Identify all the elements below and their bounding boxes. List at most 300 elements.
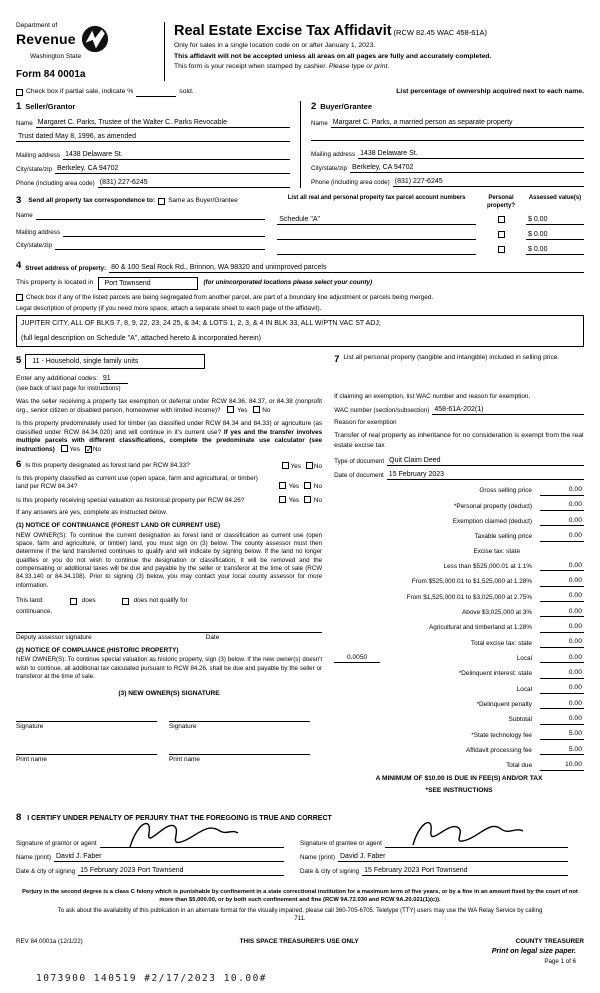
perjury-statement: Perjury in the second degree is a class C felony which is punishable by confinement in a state correctional institution for a maximum term of five years, or by a fine in an amount fixed by the court of not more than $5,000.00, or by both such confinement and fine (RCW 9A.72.030 and RCW 9A.20.021(1)(c)). [22, 888, 578, 904]
form-number: Form 84 0001a [16, 69, 86, 81]
fee-value-field[interactable]: 0.00 [540, 715, 584, 725]
reason-for-exemption-field[interactable]: Transfer of real property as inheritance for no consideration is exempt from the real estate excise tax [334, 431, 584, 450]
legal-description-label: Legal description of property (if you need more space, attach a separate sheet to each page of the affidavit). [16, 305, 322, 313]
seller-name-row-2 [16, 132, 290, 142]
grantor-date-field[interactable]: 15 February 2023 Port Townsend [78, 866, 284, 876]
if-yes-note: If any answers are yes, complete as instructed below. [16, 509, 168, 516]
excise-tax-state-header: Excise tax: state [473, 547, 520, 555]
header-note-1: Only for sales in a single location code on or after January 1, 2023. [174, 42, 376, 50]
fee-row [334, 517, 584, 527]
fee-value-field[interactable]: 0.00 [540, 623, 584, 633]
buyer-mailing-field[interactable]: 1438 Delaware St. [358, 149, 584, 159]
timber-question-text: Is this property predominately used for timber (as classified under RCW 84.34 and 84.33) or agriculture (as classified under RCW 84.34.020) and will continue in it's current use? [16, 420, 323, 436]
header-note-3-text: This form is your receipt when stamped by cashier. [174, 63, 329, 70]
fee-row [334, 730, 584, 740]
assessed-value-field[interactable]: $ 0.00 [526, 230, 584, 240]
additional-codes-label: Enter any additional codes: [16, 374, 98, 382]
parcel-number-field[interactable]: Schedule "A" [277, 215, 476, 225]
fee-row [334, 562, 584, 572]
title-block [164, 22, 584, 81]
fee-prefix [334, 732, 380, 740]
same-as-buyer-checkbox[interactable] [158, 198, 165, 205]
parties-section [16, 101, 584, 188]
fee-label: Local [516, 655, 532, 663]
timber-no-checkbox[interactable]: ✓ [85, 445, 93, 455]
seller-section [16, 101, 300, 188]
fee-value-field[interactable]: 0.00 [540, 517, 584, 527]
personal-property-cell [476, 246, 526, 255]
fee-label: Total excise tax: state [470, 639, 532, 647]
signature-label-1: Signature [16, 723, 44, 731]
legal-description-field[interactable] [16, 315, 584, 347]
current-use-yes-checkbox[interactable] [279, 482, 286, 489]
assessed-value-field[interactable]: $ 0.00 [526, 245, 584, 255]
fee-value-field[interactable]: 0.00 [540, 638, 584, 648]
fee-row [334, 654, 584, 664]
parcel-row [277, 230, 584, 240]
document-date-field[interactable]: 15 February 2023 [387, 470, 584, 480]
fee-prefix [334, 488, 380, 496]
notice-continuance-body: NEW OWNER(S): To continue the current designation as forest land or classification as current use (open space, farm and agriculture, or timber) land, you must sign on (3) below. The county assessor must then determine if the land transferred continues to qualify and will indicate by signing below. If the land no longer qualifies or you do not wish to continue the designation or classification, it will be removed and the compensating or additional taxes will be due and payable by the seller or transferor at the time of sale (RCW 84.33.140 or 84.34.108). Prior to signing (3) below, you may contact your local county assessor for more information. [16, 531, 323, 589]
fee-row [334, 761, 584, 771]
fee-label: Exemption claimed (deduct) [452, 518, 532, 526]
fee-label: Taxable selling price [474, 533, 532, 541]
timber-answer-group [56, 446, 101, 453]
does-not-label: does not qualify for [133, 597, 188, 605]
see-instructions-note: *SEE INSTRUCTIONS [425, 787, 493, 795]
seller-city-row [16, 164, 290, 174]
buyer-phone-label: Phone (including area code) [311, 178, 390, 186]
historic-answer-group [274, 496, 322, 505]
ownership-percentage-note: List percentage of ownership acquired next to each name. [396, 88, 584, 96]
located-row [16, 277, 584, 290]
deputy-assessor-label: Deputy assessor signature [16, 633, 92, 641]
segregated-row [16, 294, 584, 302]
historic-no-label: No [313, 496, 323, 504]
new-owner-print-cell-2 [169, 745, 322, 764]
fee-label: Total due [506, 762, 532, 770]
partial-sale-label: Check box if partial sale, indicate % [26, 88, 134, 96]
exemption-answer-group [222, 407, 270, 414]
additional-codes-field[interactable]: 91 [100, 374, 128, 384]
rev-number: REV 84 0001a (12/1/22) [16, 937, 83, 945]
price-rows [334, 486, 584, 542]
section-3-number: 3 [16, 195, 22, 207]
notice-continuance-title: (1) NOTICE OF CONTINUANCE (FOREST LAND OR CURRENT USE) [16, 522, 221, 530]
partial-sale-checkbox[interactable] [16, 89, 23, 96]
correspondence-city-row [16, 241, 265, 250]
buyer-title: Buyer/Grantee [320, 102, 372, 112]
new-owner-signature-title: (3) NEW OWNER(S) SIGNATURE [118, 689, 220, 697]
certification-section [16, 812, 584, 876]
personal-property-cell [476, 231, 526, 240]
document-date-label: Date of document [334, 472, 384, 480]
header-note-2: This affidavit will not be accepted unless all areas on all pages are fully and accurately completed. [174, 52, 492, 60]
new-owner-print-field-2[interactable] [169, 745, 310, 755]
fee-row [334, 532, 584, 542]
timber-question-bold: If yes and the transfer involves multiple parcels with different classifications, complete the predominate use calculator (see instructions) [16, 428, 323, 454]
correspondence-send-label: Send all property tax correspondence to: [28, 197, 156, 205]
print-name-label-1: Print name [16, 756, 47, 764]
exemption-no-label: No [262, 407, 271, 415]
buyer-phone-row [311, 177, 584, 187]
page-number: Page 1 of 6 [544, 957, 576, 965]
seller-city-field[interactable]: Berkeley, CA 94702 [55, 164, 290, 174]
fee-prefix [334, 609, 380, 617]
personal-property-intro: List all personal property (tangible and intangible) included in selling price. [343, 354, 560, 362]
alternate-format-note: To ask about the availability of this publication in an alternate format for the visually impaired, please call 360-705-6705. Teletype (TTY) users may use the WA Relay Service by calling 711. [57, 908, 543, 922]
new-owner-signature-field-2[interactable] [169, 712, 310, 722]
seller-phone-label: Phone (including area code) [16, 179, 95, 187]
forest-yes-label: Yes [290, 462, 301, 470]
fee-label: Gross selling price [479, 487, 532, 495]
buyer-name-row [311, 118, 584, 128]
fee-value-field[interactable]: 0.00 [540, 577, 584, 587]
fee-label: Local [516, 685, 532, 693]
forest-land-answer-group [277, 462, 322, 471]
personal-property-column-header: Personal property? [486, 195, 515, 209]
parcel-row [277, 215, 584, 225]
exemption-question-text: Was the seller receiving a property tax exemption or deferral under RCW 84.36, 84.37, or 84.38 (nonprofit org., senior citizen or disabled person, homeowner with limited income)? [16, 397, 323, 415]
cashier-stamp: 1073900 140519 #2/17/2023 10.00# [36, 972, 268, 984]
fee-prefix: 0.0050 [334, 654, 380, 664]
grantor-signature-field[interactable] [100, 839, 284, 848]
deputy-assessor-signature-field[interactable] [16, 632, 322, 633]
seller-mailing-field[interactable]: 1438 Delaware St. [63, 150, 290, 160]
partial-sale-row [16, 88, 584, 97]
additional-codes-row [16, 374, 322, 384]
fee-label: From $525,000.01 to $1,525,000 at 1.28% [411, 578, 532, 586]
street-address-field[interactable]: 80 & 100 Seal Rock Rd., Brinnon, WA 98320 and unimproved parcels [109, 263, 584, 273]
fee-prefix [334, 701, 380, 709]
land-use-code-row [16, 354, 322, 368]
grantee-date-field[interactable]: 15 February 2023 Port Townsend [362, 866, 568, 876]
grantee-signature-field[interactable] [385, 839, 568, 848]
use-classification-column [16, 354, 334, 802]
new-owner-signature-cell-2 [169, 712, 322, 731]
fee-label: Subtotal [508, 716, 532, 724]
see-back-note: (see back of last page for instructions) [16, 384, 121, 392]
personal-property-checkbox[interactable] [498, 216, 505, 223]
parcel-number-field[interactable] [277, 246, 476, 255]
partial-percent-field[interactable] [136, 89, 176, 97]
does-not-qualify-checkbox[interactable] [122, 598, 129, 605]
deputy-date-label: Date [205, 633, 220, 641]
current-use-no-checkbox[interactable] [304, 482, 311, 489]
seller-name-field-line2[interactable]: Trust dated May 8, 1996, as amended [16, 132, 290, 142]
grantee-signature-label: Signature of grantee or agent [300, 839, 382, 847]
parcel-table [277, 195, 584, 255]
this-land-row [16, 597, 322, 605]
personal-property-cell [476, 216, 526, 225]
seller-phone-row [16, 178, 290, 188]
current-use-yes-label: Yes [288, 483, 300, 491]
parcel-numbers-column-header: List all real and personal property tax parcel account numbers [287, 195, 466, 202]
washington-state-label: Washington State [30, 53, 82, 60]
parcel-row [277, 245, 584, 255]
assessed-value-field[interactable]: $ 0.00 [526, 215, 584, 225]
continuance-label: continuance. [16, 607, 53, 615]
fee-prefix [334, 534, 380, 542]
exemption-yes-checkbox[interactable] [227, 406, 234, 413]
certification-columns [16, 835, 584, 876]
fee-value-field[interactable]: 5.00 [540, 746, 584, 756]
grantor-signature-block [16, 835, 300, 876]
seller-city-label: City/state/zip [16, 165, 53, 173]
title-line [174, 22, 584, 41]
fee-prefix [334, 640, 380, 648]
historic-yes-label: Yes [288, 496, 300, 504]
segregated-checkbox[interactable] [16, 294, 23, 301]
document-type-field[interactable]: Quit Claim Deed [387, 456, 584, 466]
new-owner-signature-field-1[interactable] [16, 712, 157, 722]
grantee-signature-row [300, 839, 568, 848]
personal-property-checkbox[interactable] [498, 246, 505, 253]
does-qualify-checkbox[interactable] [70, 598, 77, 605]
legal-description-line2: (full legal description on Schedule "A", attached hereto & incorporated herein) [21, 334, 262, 342]
fee-value-field[interactable]: 0.00 [540, 608, 584, 618]
certification-title: I CERTIFY UNDER PENALTY OF PERJURY THAT THE FOREGOING IS TRUE AND CORRECT [27, 815, 332, 823]
grantor-print-name-field[interactable]: David J. Faber [54, 852, 284, 862]
timber-yes-label: Yes [69, 446, 80, 454]
parcel-table-header [277, 195, 584, 210]
fee-prefix [334, 579, 380, 587]
agency-text [16, 22, 76, 49]
fee-prefix [334, 686, 380, 694]
agency-row [16, 22, 164, 53]
fee-prefix [334, 594, 380, 602]
fee-prefix [334, 563, 380, 571]
revenue-logo-icon [81, 25, 109, 53]
grantor-signature-row [16, 839, 284, 848]
seller-name-field[interactable]: Margaret C. Parks, Trustee of the Walter C. Parks Revocable [36, 118, 290, 128]
grantor-date-row [16, 866, 284, 876]
section-1-number: 1 [16, 101, 22, 113]
buyer-mailing-label: Mailing address [311, 150, 356, 158]
fee-row [334, 577, 584, 587]
fee-label: *Delinquent interest: state [458, 670, 532, 678]
seller-title: Seller/Grantor [25, 102, 76, 112]
wac-label: WAC number (section/subsection) [334, 407, 430, 415]
fee-value-field[interactable]: 0.00 [540, 486, 584, 496]
buyer-city-row [311, 163, 584, 173]
fee-prefix [334, 518, 380, 526]
buyer-name-field-line2[interactable] [311, 132, 584, 141]
fee-value-field[interactable]: 0.00 [540, 532, 584, 542]
fee-row [334, 638, 584, 648]
fee-value-field[interactable]: 0.00 [540, 669, 584, 679]
fee-value-field[interactable]: 0.00 [540, 684, 584, 694]
forest-no-label: No [313, 462, 323, 470]
grantor-signature-label: Signature of grantor or agent [16, 839, 97, 847]
agency-block [16, 22, 164, 81]
historic-no-checkbox[interactable] [304, 496, 311, 503]
fee-prefix [334, 717, 380, 725]
correspondence-mailing-label: Mailing address [16, 229, 61, 237]
buyer-name-label: Name [311, 119, 328, 127]
fee-label: *Delinquent penalty [476, 701, 532, 709]
same-as-buyer-label: Same as Buyer/Grantee [168, 197, 238, 205]
correspondence-section [16, 195, 584, 255]
fee-value-field[interactable]: 5.00 [540, 730, 584, 740]
fee-row [334, 684, 584, 694]
historic-yes-checkbox[interactable] [279, 496, 286, 503]
fee-row [334, 592, 584, 602]
segregated-label: Check box if any of the listed parcels are being segregated from another parcel, are part of a boundary line adjustment or parcels being merged. [26, 293, 434, 301]
legal-description-line1: JUPITER CITY, ALL OF BLKS 7, 8, 9, 22, 23, 24 25, & 34; & LOTS 1, 2, 3, & 4 IN BLK 33, ALL W/PTN VAC ST ADJ; [21, 320, 381, 328]
seller-phone-field[interactable]: (831) 227-6245 [98, 178, 290, 188]
located-label: This property is located in [16, 278, 94, 286]
buyer-phone-field[interactable]: (831) 227-6245 [393, 177, 584, 187]
seller-mailing-row [16, 150, 290, 160]
this-land-label: This land: [16, 597, 44, 605]
located-select[interactable]: Port Townsend [98, 277, 198, 290]
sold-label: sold. [179, 88, 194, 96]
fee-label: *Personal property (deduct) [453, 502, 532, 510]
correspondence-name-row [16, 211, 265, 220]
personal-property-checkbox[interactable] [498, 231, 505, 238]
correspondence-name-label: Name [16, 212, 33, 220]
title-rcw: (RCW 82.45 WAC 458-61A) [393, 28, 488, 37]
seller-mailing-label: Mailing address [16, 151, 61, 159]
document-type-row [334, 456, 584, 466]
fee-row [334, 700, 584, 710]
fee-label: Less than $525,000.01 at 1.1% [443, 563, 532, 571]
current-use-question-row [16, 475, 322, 492]
street-address-label: Street address of property: [25, 264, 107, 272]
current-use-answer-group [274, 482, 322, 491]
fee-value-field[interactable]: 0.00 [540, 700, 584, 710]
form-header [16, 22, 584, 81]
land-use-code-field[interactable]: 11 - Household, single family units [25, 354, 205, 368]
header-note-3 [174, 63, 584, 72]
parcel-number-field[interactable] [277, 231, 476, 240]
fee-row [334, 608, 584, 618]
grantee-date-label: Date & city of signing [300, 867, 360, 875]
grantee-print-name-field[interactable]: David J. Faber [338, 852, 568, 862]
grantor-date-label: Date & city of signing [16, 867, 76, 875]
timber-yes-checkbox[interactable] [61, 445, 68, 452]
certification-title-row [16, 812, 584, 824]
fee-value-field[interactable]: 0.00 [540, 654, 584, 664]
reason-for-exemption-label: Reason for exemption [334, 419, 397, 427]
signature-label-2: Signature [169, 723, 197, 731]
tax-rows [334, 562, 584, 771]
assessed-value-column-header: Assessed value(s) [528, 195, 582, 202]
correspondence-mailing-field[interactable] [63, 228, 265, 237]
deputy-labels-row [16, 634, 322, 642]
buyer-section [300, 101, 584, 188]
buyer-title-row [311, 101, 584, 113]
fee-row [334, 669, 584, 679]
fee-value-field[interactable]: 0.00 [540, 501, 584, 511]
fee-label: From $1,525,000.01 to $3,025,000 at 2.75% [406, 593, 532, 601]
fee-prefix [334, 763, 380, 771]
correspondence-city-label: City/state/zip [16, 242, 53, 250]
forest-no-checkbox[interactable] [306, 462, 313, 469]
section-4-number: 4 [16, 260, 22, 272]
buyer-city-field[interactable]: Berkeley, CA 94702 [350, 163, 584, 173]
print-legal-note: Print on legal size paper. [491, 945, 576, 955]
forest-land-question-text: Is this property designated as forest land per RCW 84.33? [25, 461, 190, 469]
buyer-city-label: City/state/zip [311, 164, 348, 172]
exemption-intro: If claiming an exemption, list WAC number and reason for exemption. [334, 392, 531, 400]
buyer-mailing-row [311, 149, 584, 159]
section-5-number: 5 [16, 355, 22, 367]
buyer-name-field[interactable]: Margaret C. Parks, a married person as separate property [331, 118, 584, 128]
department-of-label: Department of [16, 22, 58, 29]
fee-value-field[interactable]: 10.00 [540, 761, 584, 771]
wac-row [334, 405, 584, 415]
tax-column [334, 354, 584, 802]
correspondence-mailing-row [16, 228, 265, 237]
correspondence-city-field[interactable] [55, 241, 265, 250]
fee-prefix [334, 747, 380, 755]
fee-row [334, 501, 584, 511]
forest-yes-checkbox[interactable] [282, 462, 289, 469]
fee-label: Agricultural and timberland at 1.28% [428, 624, 532, 632]
timber-question [16, 420, 322, 454]
section-2-number: 2 [311, 101, 317, 113]
wac-number-field[interactable]: 458-61A-202(1) [432, 405, 584, 415]
new-owner-print-field-1[interactable] [16, 745, 157, 755]
historic-question-row [16, 496, 322, 505]
header-note-3-italic: Please type or print. [328, 63, 390, 70]
correspondence-left [16, 195, 277, 255]
historic-question-text: Is this property receiving special valuation as historical property per RCW 84.26? [16, 496, 245, 504]
exemption-no-checkbox[interactable] [253, 406, 260, 413]
grantee-name-row [300, 852, 568, 862]
does-label: does [81, 597, 96, 605]
exemption-yes-label: Yes [237, 407, 248, 415]
current-use-question-text: Is this property classified as current use (open space, farm and agricultural, or timber) land per RCW 84.34? [16, 475, 258, 491]
document-type-label: Type of document [334, 458, 385, 466]
located-note: (for unincorporated locations please select your county) [203, 279, 373, 287]
correspondence-name-field[interactable] [36, 211, 265, 220]
fee-prefix [334, 503, 380, 511]
minimum-due-note: A MINIMUM OF $10.00 IS DUE IN FEE(S) AND/OR TAX [375, 774, 543, 782]
correspondence-send-row [16, 195, 265, 207]
personal-property-list-field[interactable] [334, 367, 584, 393]
new-owner-print-cell-1 [16, 745, 169, 764]
fee-value-field[interactable]: 0.00 [540, 592, 584, 602]
forest-land-question [16, 459, 277, 471]
property-section [16, 260, 584, 347]
forest-land-question-row [16, 459, 322, 471]
grantor-name-label: Name (print) [16, 853, 51, 861]
seller-name-row [16, 118, 290, 128]
grantee-signature-block [300, 835, 584, 876]
current-use-no-label: No [313, 483, 323, 491]
notice-compliance-body: NEW OWNER(S): To continue special valuation as historic property, sign (3) below. If the new owner(s) doesn't wish to continue, all additional tax calculated pursuant to RCW 84.26, shall be due and payable by the seller or transferor at the time of sale. [16, 656, 323, 681]
section-6-number: 6 [16, 458, 22, 470]
seller-title-row [16, 101, 290, 113]
grantee-name-label: Name (print) [300, 853, 335, 861]
new-owner-signature-grid [16, 698, 322, 765]
fee-label: Affidavit processing fee [466, 747, 532, 755]
fee-value-field[interactable]: 0.00 [540, 562, 584, 572]
revenue-label: Revenue [16, 31, 76, 48]
middle-columns [16, 354, 584, 802]
grantor-name-row [16, 852, 284, 862]
buyer-name-row-2 [311, 132, 584, 141]
fee-label: Above $3,025,000 at 3% [462, 609, 532, 617]
form-title: Real Estate Excise Tax Affidavit [174, 23, 392, 39]
fee-row [334, 486, 584, 496]
seller-name-label: Name [16, 119, 33, 127]
personal-property-intro-row [334, 354, 584, 366]
treasurer-space-label: THIS SPACE TREASURER'S USE ONLY [239, 937, 359, 945]
